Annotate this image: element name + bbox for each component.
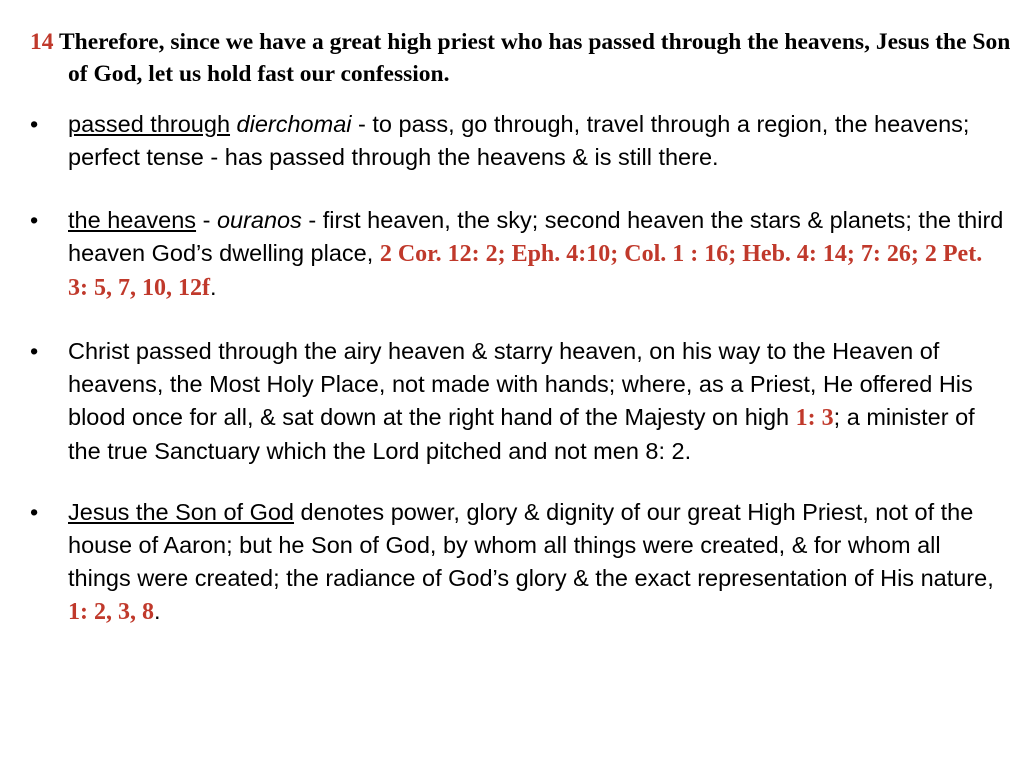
- greek-word: dierchomai: [236, 111, 352, 137]
- bullet-icon: •: [30, 338, 39, 364]
- list-item: [30, 108, 1005, 174]
- verse-text: Therefore, since we have a great high priest who has passed through the heavens, Jesus the Son of God, let us hold fast our confession.: [53, 29, 1011, 87]
- scripture-reference: 1: 3: [795, 405, 834, 431]
- term: the heavens: [68, 207, 197, 233]
- body-text-continued: ; a minister of the true Sanctuary which the Lord pitched and not men 8: 2.: [68, 404, 975, 464]
- verse-heading: [30, 26, 1024, 90]
- definition-text: denotes power, glory & dignity of our great High Priest, not of the house of Aaron; but he Son of God, by whom all things were created, & for whom all things were created; the radiance of God’s glory & the exact representation of His nature,: [68, 499, 994, 591]
- term: Jesus the Son of God: [68, 499, 295, 525]
- greek-word: ouranos: [216, 207, 302, 233]
- verse-number: 14: [30, 29, 54, 55]
- scripture-references: 1: 2, 3, 8: [68, 599, 154, 625]
- end-punctuation: .: [154, 598, 161, 624]
- term: passed through: [68, 111, 231, 137]
- scripture-references: 2 Cor. 12: 2; Eph. 4:10; Col. 1 : 16; Heb. 4: 14; 7: 26; 2 Pet. 3: 5, 7, 10, 12f: [68, 241, 983, 301]
- body-text: Christ passed through the airy heaven & starry heaven, on his way to the Heaven of heavens, the Most Holy Place, not made with hands; where, as a Priest, He offered His blood once for all, & sat down at the right hand of the Majesty on high: [68, 338, 973, 430]
- list-item: [30, 204, 1005, 305]
- definition-text: - to pass, go through, travel through a region, the heavens; perfect tense - has passed through the heavens & is still there.: [68, 111, 970, 170]
- bullet-icon: •: [30, 111, 39, 137]
- list-item: [30, 496, 1005, 629]
- definition-text: - first heaven, the sky; second heaven the stars & planets; the third heaven God’s dwelling place,: [68, 207, 1004, 266]
- bullet-icon: •: [30, 499, 39, 525]
- bullet-icon: •: [30, 207, 39, 233]
- list-item: [30, 335, 1005, 468]
- commentary-list: [30, 108, 1005, 629]
- separator: -: [196, 207, 217, 233]
- end-punctuation: .: [209, 274, 217, 300]
